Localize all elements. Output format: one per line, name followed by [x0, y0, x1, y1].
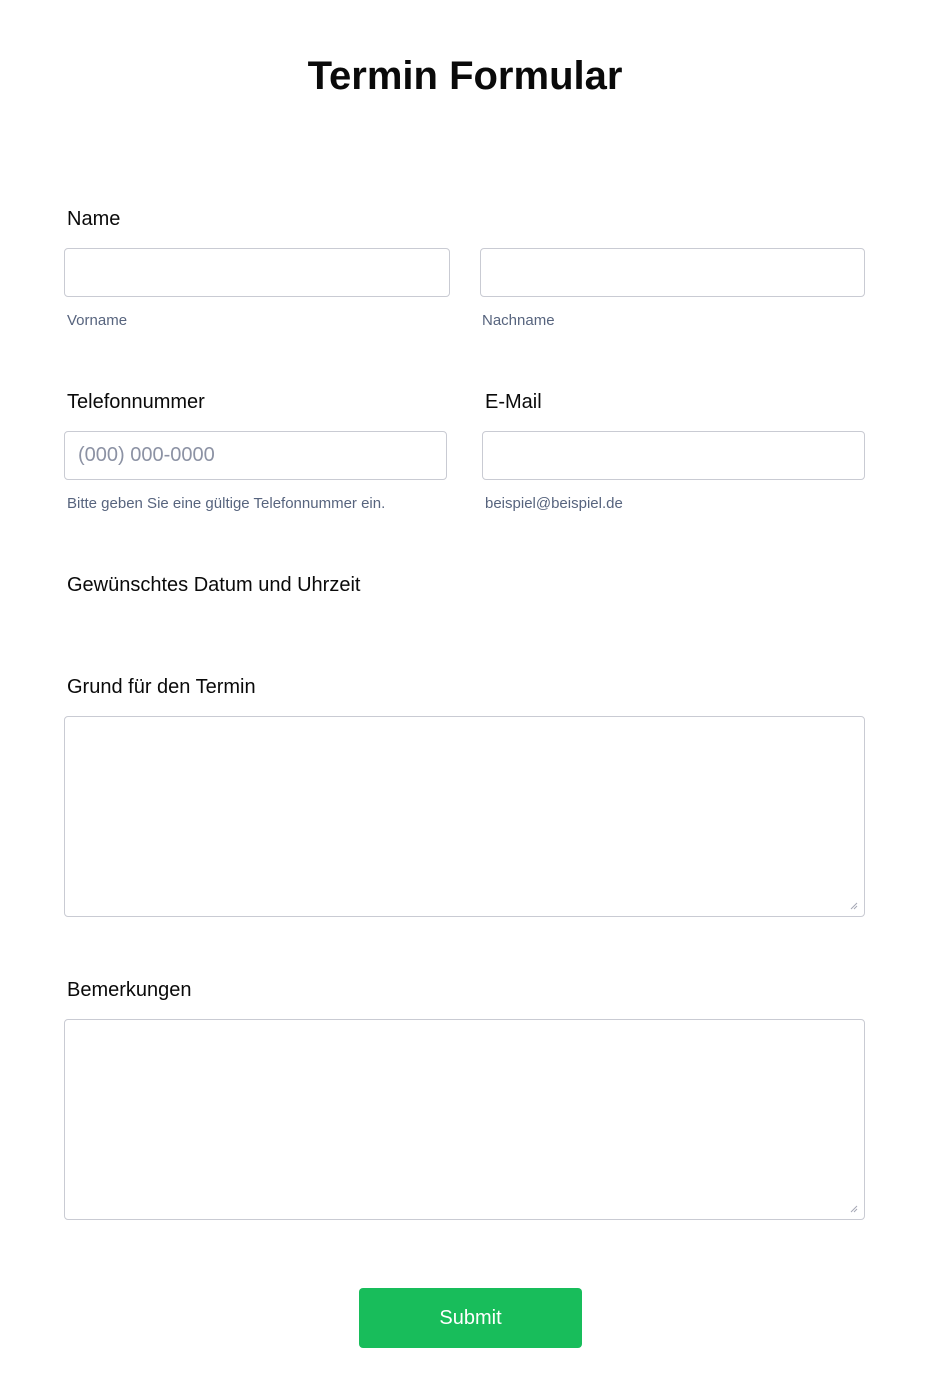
submit-button[interactable]: Submit	[359, 1288, 582, 1348]
phone-label: Telefonnummer	[67, 391, 205, 413]
datetime-label: Gewünschtes Datum und Uhrzeit	[67, 574, 361, 596]
first-name-input[interactable]	[64, 248, 450, 297]
first-name-sublabel: Vorname	[67, 312, 128, 329]
email-input[interactable]	[482, 431, 865, 480]
last-name-input[interactable]	[480, 248, 865, 297]
last-name-sublabel: Nachname	[482, 312, 555, 329]
phone-sublabel: Bitte geben Sie eine gültige Telefonnummer ein.	[67, 495, 386, 512]
reason-textarea[interactable]	[64, 716, 865, 917]
reason-label: Grund für den Termin	[67, 676, 256, 698]
resize-handle-icon[interactable]	[850, 902, 858, 910]
name-label: Name	[67, 208, 121, 230]
form-title: Termin Formular	[307, 54, 623, 98]
email-label: E-Mail	[485, 391, 542, 413]
resize-handle-icon[interactable]	[850, 1205, 858, 1213]
remarks-textarea[interactable]	[64, 1019, 865, 1220]
email-sublabel: beispiel@beispiel.de	[485, 495, 623, 512]
phone-input[interactable]	[64, 431, 447, 480]
remarks-label: Bemerkungen	[67, 979, 192, 1001]
